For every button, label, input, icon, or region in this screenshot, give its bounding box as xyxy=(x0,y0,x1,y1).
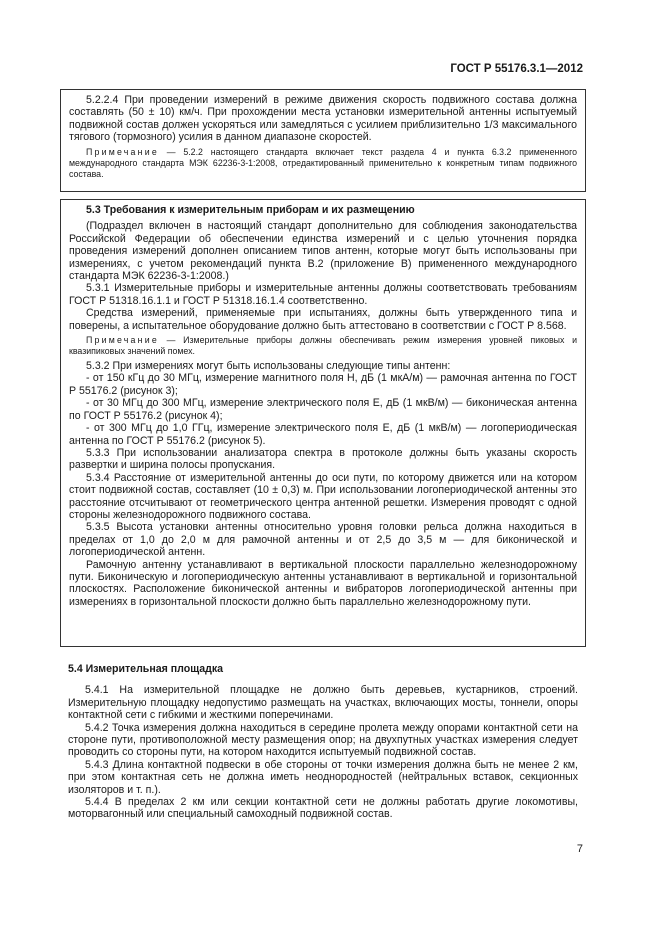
antenna-list-item-log-periodic: - от 300 МГц до 1,0 ГГц, измерение электрического поля E, дБ (1 мкВ/м) — логопериодическая антенна по ГОСТ Р 55176.2 (рисунок 5). xyxy=(69,422,577,447)
clause-5-3-5: 5.3.5 Высота установки антенны относительно уровня головки рельса должна находиться в пределах от 1,0 до 2,0 м для рамочной антенны и от 2,5 до 3,5 м — для биконической и логопериодической антенн. xyxy=(69,521,577,559)
page-number: 7 xyxy=(576,843,583,855)
clause-5-3-1: 5.3.1 Измерительные приборы и измерительные антенны должны соответствовать требованиям ГОСТ Р 51318.16.1.1 и ГОСТ Р 51318.16.1.4 соответственно. xyxy=(69,282,577,307)
note-label: Примечание xyxy=(86,335,159,346)
boxed-section-5-3 xyxy=(60,199,586,647)
clause-5-3-5-orientation: Рамочную антенну устанавливают в вертикальной плоскости параллельно железнодорожному пути. Биконическую и логопериодическую антенны устанавливают в вертикальной и горизонтальной плоскостях. Расположение биконической антенны и вибраторов логопериодической антенны при измерениях в горизонтальной плоскости должно быть параллельно железнодорожному пути. xyxy=(69,558,577,608)
clause-5-4-1: 5.4.1 На измерительной площадке не должно быть деревьев, кустарников, строений. Измерительную площадку недопустимо размещать на участках, включающих мосты, тоннели, опоры контактной сети с гибкими и жесткими поперечинами. xyxy=(68,684,578,722)
clause-5-4-2: 5.4.2 Точка измерения должна находиться в середине пролета между опорами контактной сети на стороне пути, противоположной месту размещения опор; на двухпутных участках измерения следует проводить со стороны пути, на котором находится испытуемый подвижной состав. xyxy=(68,721,578,759)
section-heading-5-4: 5.4 Измерительная площадка xyxy=(68,663,224,675)
clause-5-4-3: 5.4.3 Длина контактной подвески в обе стороны от точки измерения должна быть не менее 2 км, при этом контактная сеть не должна иметь неоднородностей (нейтральных вставок, секционных изоляторов и т. п.). xyxy=(68,758,578,796)
document-code: ГОСТ Р 55176.3.1—2012 xyxy=(450,63,583,75)
note-label: Примечание xyxy=(86,146,159,157)
clause-5-2-2-4: 5.2.2.4 При проведении измерений в режиме движения скорость подвижного состава должна составлять (50 ± 10) км/ч. При прохождении места установки измерительной антенны испытуемый подвижной состав должен ускоряться или замедляться с усилием приблизительно 1/3 максимального тягового (тормозного) усилия в данном диапазоне скоростей. xyxy=(69,94,577,144)
clause-5-3-2: 5.3.2 При измерениях могут быть использованы следующие типы антенн: xyxy=(86,360,451,373)
section-intro-5-3: (Подраздел включен в настоящий стандарт дополнительно для соблюдения законодательства Российской Федерации об обеспечении единства измерений и с целью уточнения порядка проведения измерений дополнен описанием типов антенн, которые могут быть использованы при измерениях, с учетом рекомендаций пункта В.2 (приложение В) примененного международного стандарта МЭК 62236-3-1:2008.) xyxy=(69,220,577,283)
note-text: — Измерительные приборы должны обеспечивать режим измерения уровней пиковых и квазипиковых значений помех. xyxy=(69,335,577,357)
clause-5-3-4: 5.3.4 Расстояние от измерительной антенны до оси пути, по которому движется или на котором стоит подвижной состав, составляет (10 ± 0,3) м. При использовании логопериодической антенны это расстояние отсчитывают от геометрического центра антенной решетки. Измерения проводят с одной стороны железнодорожного подвижного состава. xyxy=(69,471,577,521)
note-5-3-1 xyxy=(69,335,577,357)
note-text: — 5.2.2 настоящего стандарта включает текст раздела 4 и пункта 6.3.2 примененного международного стандарта МЭК 62236-3-1:2008, отредактированный применительно к конкретным типам подвижного состава. xyxy=(69,146,577,179)
antenna-list-item-biconical: - от 30 МГц до 300 МГц, измерение электрического поля E, дБ (1 мкВ/м) — биконическая антенна по ГОСТ Р 55176.2 (рисунок 4); xyxy=(69,397,577,422)
section-heading-5-3: 5.3 Требования к измерительным приборам и их размещению xyxy=(86,204,415,216)
clause-5-3-3: 5.3.3 При использовании анализатора спектра в протоколе должны быть указаны скорость развертки и ширина полосы пропускания. xyxy=(69,446,577,472)
clause-5-3-1-verification: Средства измерений, применяемые при испытаниях, должны быть утвержденного типа и поверены, а испытательное оборудование должно быть аттестовано в соответствии с ГОСТ Р 8.568. xyxy=(69,307,577,332)
antenna-list-item-loop: - от 150 кГц до 30 МГц, измерение магнитного поля H, дБ (1 мкА/м) — рамочная антенна по ГОСТ Р 55176.2 (рисунок 3); xyxy=(69,372,577,397)
note-5-2-2 xyxy=(69,147,577,180)
boxed-clause-5-2-2-4 xyxy=(60,89,586,192)
section-5-4 xyxy=(68,663,578,821)
clause-5-4-4: 5.4.4 В пределах 2 км или секции контактной сети не должны работать другие локомотивы, моторвагонный или специальный самоходный подвижной состав. xyxy=(68,796,578,821)
